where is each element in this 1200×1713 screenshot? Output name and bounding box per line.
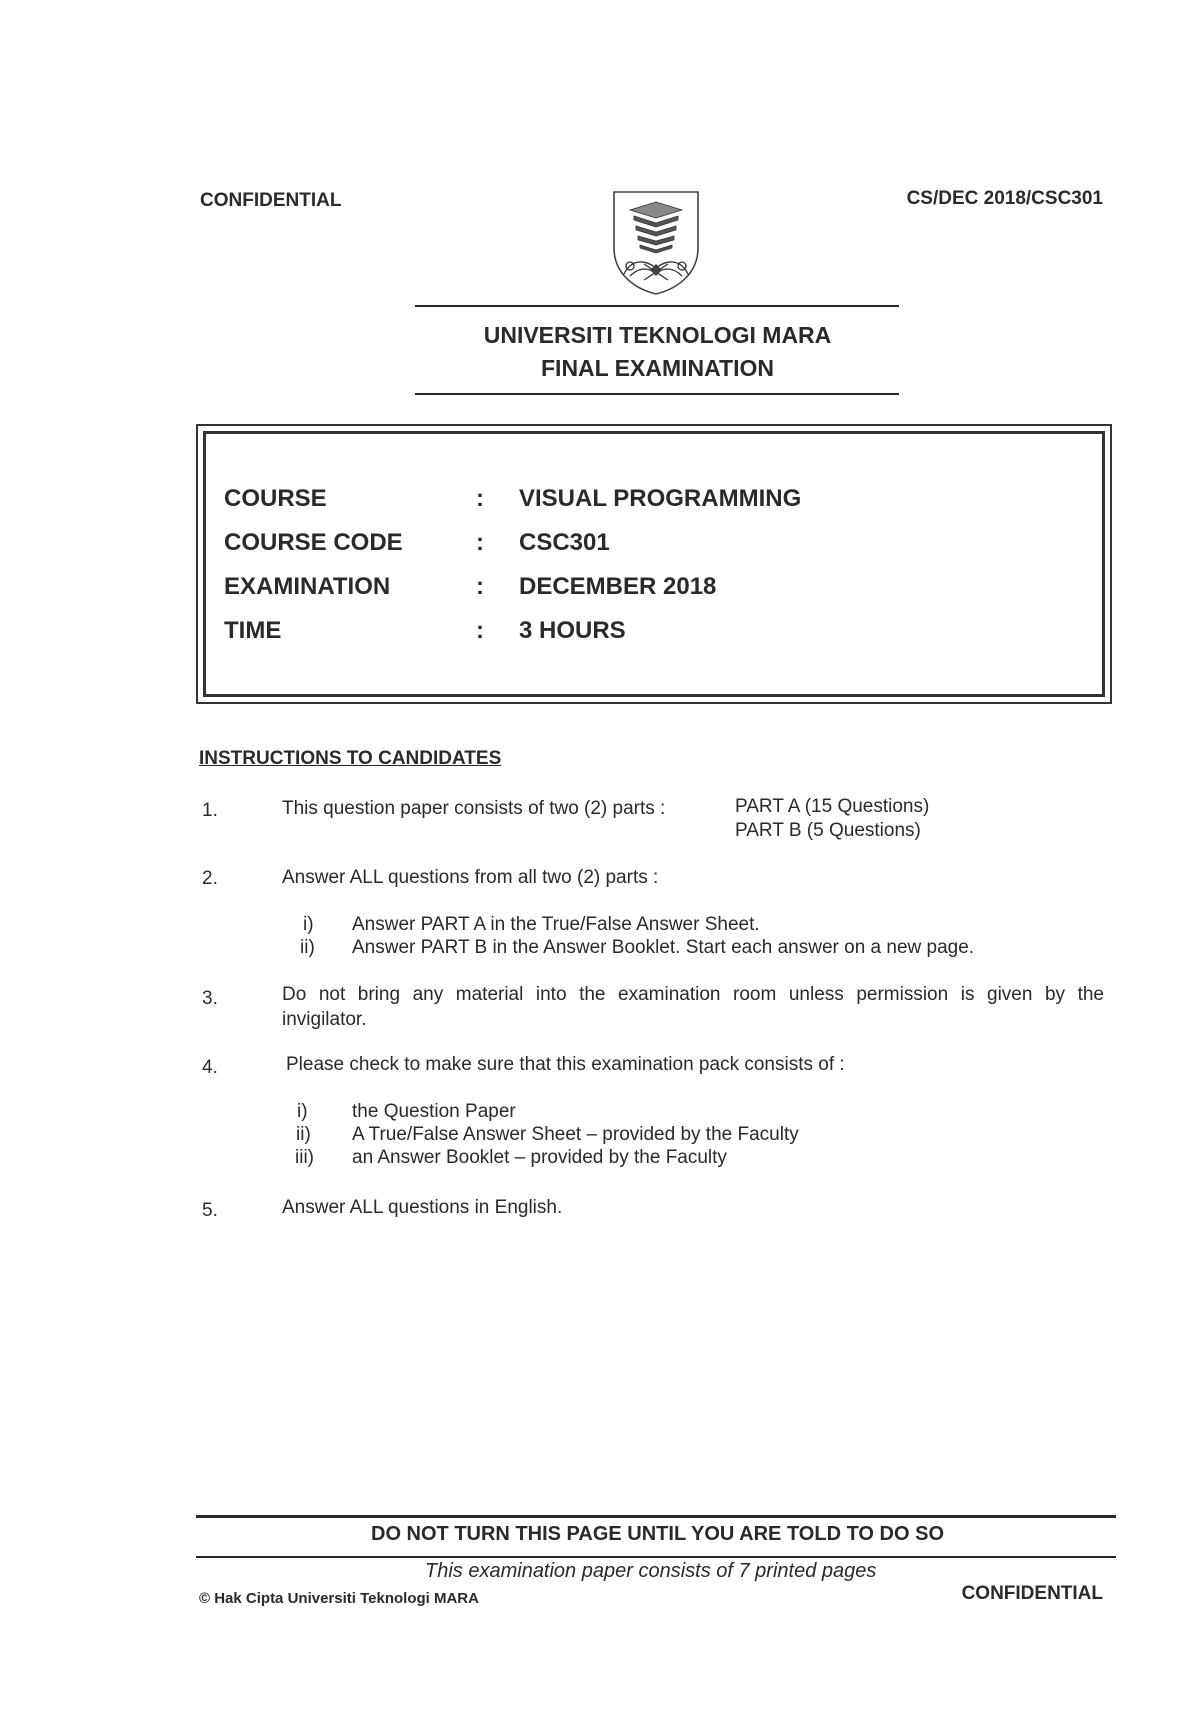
instruction-1-number: 1. <box>202 800 218 821</box>
instruction-2-sub-2-text: Answer PART B in the Answer Booklet. Start each answer on a new page. <box>352 937 975 958</box>
title-bottom-rule <box>415 393 899 395</box>
instruction-4-sub-1-text: the Question Paper <box>352 1101 516 1122</box>
instruction-2-number: 2. <box>202 868 218 889</box>
instruction-4-text: Please check to make sure that this examination pack consists of : <box>286 1054 845 1075</box>
instruction-4-sub-3-number: iii) <box>295 1147 314 1168</box>
paper-reference-code: CS/DEC 2018/CSC301 <box>906 188 1103 209</box>
confidential-label-bottom: CONFIDENTIAL <box>961 1583 1103 1604</box>
instruction-1-part-a: PART A (15 Questions) <box>735 796 930 817</box>
time-separator: : <box>476 617 484 644</box>
printed-pages-note: This examination paper consists of 7 printed pages <box>425 1560 877 1582</box>
footer-bottom-rule <box>196 1556 1116 1558</box>
instruction-3-text-line-1: Do not bring any material into the examination room unless permission is given by the <box>282 984 1104 1005</box>
copyright-notice: © Hak Cipta Universiti Teknologi MARA <box>199 1590 479 1607</box>
instruction-1-text: This question paper consists of two (2) parts : <box>282 798 666 819</box>
instruction-2-sub-1-number: i) <box>303 914 314 935</box>
instruction-2-sub-2-number: ii) <box>300 937 315 958</box>
time-label: TIME <box>224 617 282 644</box>
instruction-2-sub-1-text: Answer PART A in the True/False Answer Sheet. <box>352 914 760 935</box>
time-value: 3 HOURS <box>519 617 626 644</box>
course-label: COURSE <box>224 485 327 512</box>
course-details-box <box>196 424 1112 704</box>
instruction-3-number: 3. <box>202 988 218 1009</box>
title-top-rule <box>415 305 899 307</box>
instruction-4-number: 4. <box>202 1057 218 1078</box>
confidential-label-top: CONFIDENTIAL <box>200 190 342 211</box>
instruction-5-number: 5. <box>202 1200 218 1221</box>
examination-value: DECEMBER 2018 <box>519 573 717 600</box>
do-not-turn-warning: DO NOT TURN THIS PAGE UNTIL YOU ARE TOLD TO DO SO <box>371 1523 944 1545</box>
course-value: VISUAL PROGRAMMING <box>519 485 802 512</box>
instruction-3-text-line-2: invigilator. <box>282 1009 367 1030</box>
examination-separator: : <box>476 573 484 600</box>
footer-top-rule <box>196 1515 1116 1518</box>
course-code-value: CSC301 <box>519 529 610 556</box>
instructions-heading: INSTRUCTIONS TO CANDIDATES <box>199 748 502 769</box>
instruction-5-text: Answer ALL questions in English. <box>282 1197 563 1218</box>
university-crest-icon <box>610 190 702 296</box>
university-name: UNIVERSITI TEKNOLOGI MARA <box>483 322 832 348</box>
instruction-2-text: Answer ALL questions from all two (2) parts : <box>282 867 659 888</box>
instruction-4-sub-2-number: ii) <box>296 1124 311 1145</box>
course-separator: : <box>476 485 484 512</box>
instruction-4-sub-1-number: i) <box>297 1101 308 1122</box>
course-code-label: COURSE CODE <box>224 529 403 556</box>
instruction-4-sub-2-text: A True/False Answer Sheet – provided by the Faculty <box>352 1124 799 1145</box>
instruction-4-sub-3-text: an Answer Booklet – provided by the Faculty <box>352 1147 727 1168</box>
exam-type-title: FINAL EXAMINATION <box>541 355 774 381</box>
course-code-separator: : <box>476 529 484 556</box>
instruction-1-part-b: PART B (5 Questions) <box>735 820 921 841</box>
examination-label: EXAMINATION <box>224 573 391 600</box>
